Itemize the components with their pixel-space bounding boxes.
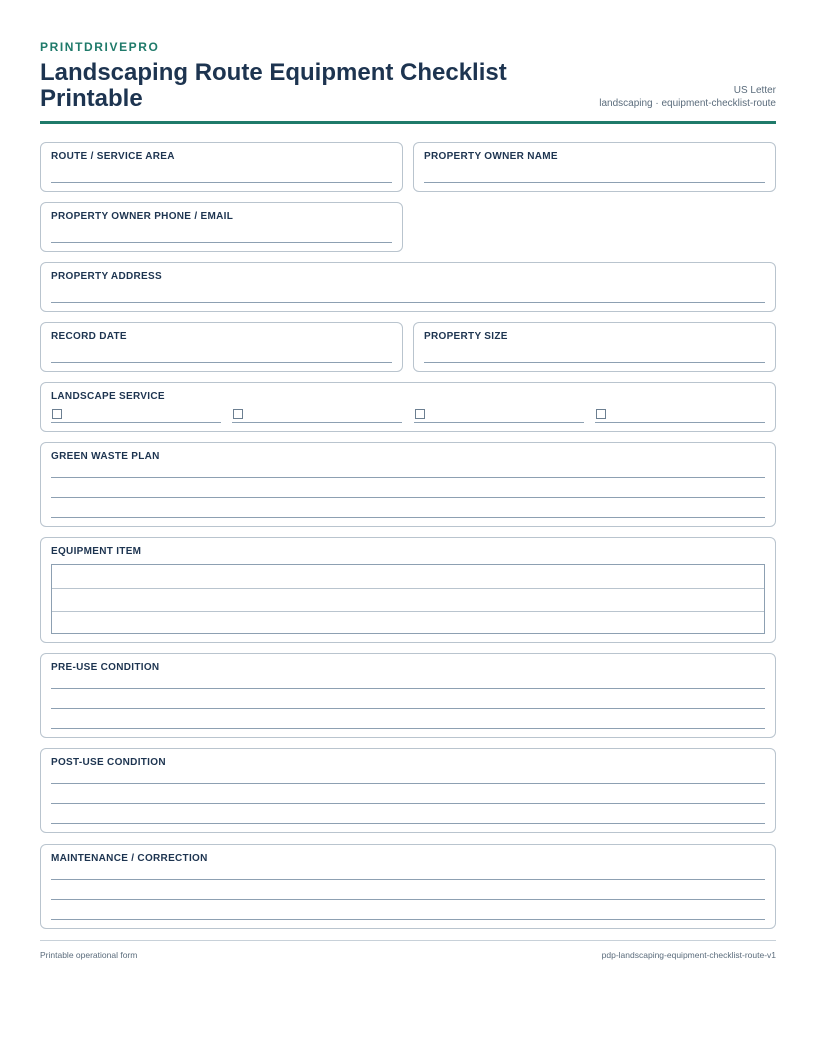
property-size-input[interactable] — [424, 362, 765, 363]
maintenance-line-1[interactable] — [51, 879, 765, 880]
brand-name: PRINTDRIVEPRO — [40, 40, 160, 54]
route-area-field — [40, 142, 403, 192]
maintenance-field — [40, 844, 776, 929]
owner-name-label: PROPERTY OWNER NAME — [424, 151, 558, 162]
service-option-line-3[interactable] — [414, 422, 584, 423]
service-checkbox-3[interactable] — [415, 409, 425, 419]
route-area-input[interactable] — [51, 182, 392, 183]
green-waste-line-1[interactable] — [51, 477, 765, 478]
maintenance-line-3[interactable] — [51, 919, 765, 920]
header-divider — [40, 121, 776, 124]
green-waste-field — [40, 442, 776, 527]
equipment-item-field — [40, 537, 776, 643]
equipment-table — [51, 564, 765, 634]
table-row-divider — [52, 611, 764, 612]
green-waste-line-3[interactable] — [51, 517, 765, 518]
footer-left-text: Printable operational form — [40, 950, 138, 960]
owner-name-input[interactable] — [424, 182, 765, 183]
pre-use-field — [40, 653, 776, 738]
address-label: PROPERTY ADDRESS — [51, 271, 162, 282]
post-use-label: POST-USE CONDITION — [51, 757, 166, 768]
green-waste-line-2[interactable] — [51, 497, 765, 498]
owner-name-field — [413, 142, 776, 192]
service-option-line-4[interactable] — [595, 422, 765, 423]
owner-contact-field — [40, 202, 403, 252]
owner-contact-input[interactable] — [51, 242, 392, 243]
property-size-label: PROPERTY SIZE — [424, 331, 508, 342]
pre-use-line-3[interactable] — [51, 728, 765, 729]
maintenance-label: MAINTENANCE / CORRECTION — [51, 853, 208, 864]
owner-contact-label: PROPERTY OWNER PHONE / EMAIL — [51, 211, 234, 222]
landscape-service-field — [40, 382, 776, 432]
service-checkbox-4[interactable] — [596, 409, 606, 419]
pre-use-label: PRE-USE CONDITION — [51, 662, 160, 673]
table-row-divider — [52, 588, 764, 589]
post-use-field — [40, 748, 776, 833]
maintenance-line-2[interactable] — [51, 899, 765, 900]
record-date-input[interactable] — [51, 362, 392, 363]
record-date-field — [40, 322, 403, 372]
landscape-service-label: LANDSCAPE SERVICE — [51, 391, 165, 402]
footer-form-id: pdp-landscaping-equipment-checklist-route-v1 — [601, 950, 776, 960]
service-option-line-1[interactable] — [51, 422, 221, 423]
page-title: Landscaping Route Equipment Checklist Printable — [40, 59, 507, 112]
address-input[interactable] — [51, 302, 765, 303]
green-waste-label: GREEN WASTE PLAN — [51, 451, 160, 462]
post-use-line-3[interactable] — [51, 823, 765, 824]
address-field — [40, 262, 776, 312]
service-option-line-2[interactable] — [232, 422, 402, 423]
pre-use-line-2[interactable] — [51, 708, 765, 709]
property-size-field — [413, 322, 776, 372]
service-checkbox-2[interactable] — [233, 409, 243, 419]
paper-size: US Letter — [733, 85, 776, 96]
page-meta — [599, 84, 776, 110]
service-checkbox-1[interactable] — [52, 409, 62, 419]
category-tag: landscaping · equipment-checklist-route — [599, 98, 776, 109]
route-area-label: ROUTE / SERVICE AREA — [51, 151, 175, 162]
pre-use-line-1[interactable] — [51, 688, 765, 689]
post-use-line-2[interactable] — [51, 803, 765, 804]
post-use-line-1[interactable] — [51, 783, 765, 784]
record-date-label: RECORD DATE — [51, 331, 127, 342]
footer-divider — [40, 940, 776, 941]
equipment-item-label: EQUIPMENT ITEM — [51, 546, 142, 557]
